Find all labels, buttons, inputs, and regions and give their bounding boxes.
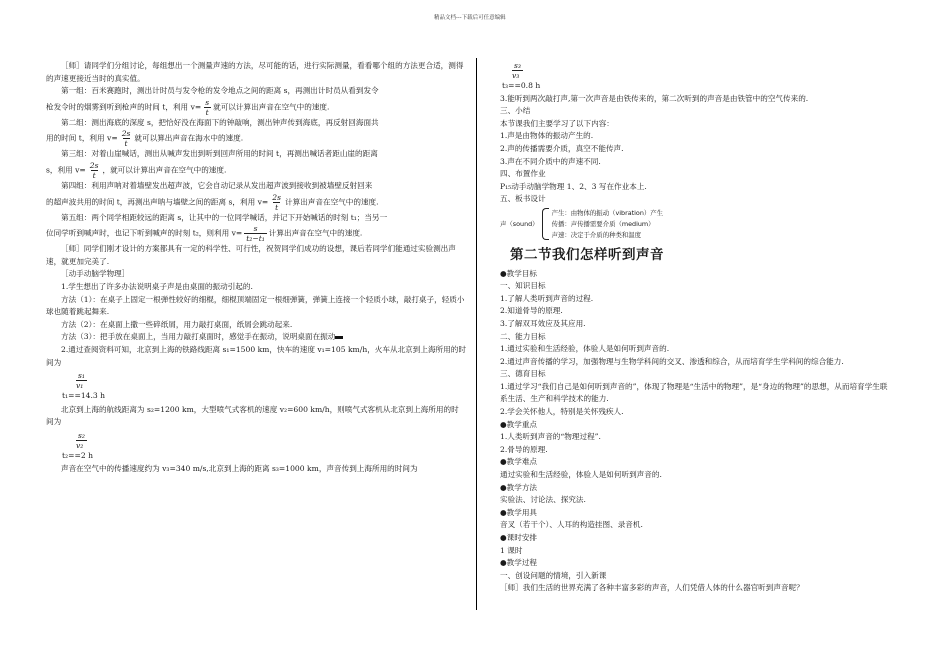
group1-line2: 枪发令时的烟雾到听到枪声的时间 t，利用 v= $\frac{s}{t}$ 就可以计算出声音在空气中的速度. — [46, 97, 330, 117]
group5-line2: 位同学听到喊声时，也记下听到喊声的时刻 t₂，则利用 v= $\frac{s}{\text{t₂−t₁}}$ 计算出声音在空气中的速度. — [46, 224, 363, 244]
activity-item-2: 2.通过查阅资料可知，北京到上海的铁路线距离 s₁=1500 km，快车的速度 v₁=105 km/h，火车从北京到上海所用的时间为 — [46, 344, 466, 367]
activity-heading: ［动手动脑学物理］ — [61, 269, 130, 279]
column-divider — [476, 58, 477, 610]
knowledge-item-1: 1.了解人类听到声音的过程. — [500, 293, 594, 303]
group4-line2: 的超声波共用的时间 t，再测出声呐与墙壁之间的距离 s，利用 v= $\frac{2s}{t}$ 计算出声音在空气中的速度. — [46, 192, 379, 212]
method-1: 方法（1）：在桌子上固定一根弹性较好的细棍，细棍顶端固定一根细弹簧，弹簧上连接一个轻质小球，敲打桌子，轻质小球也随着跳起舞来. — [46, 294, 465, 317]
fraction-s3-over-v3: $\frac{\text{s₃}}{\text{v₃}}$ — [512, 61, 521, 80]
moral-heading: 三、德育目标 — [500, 369, 546, 379]
moral-item-2: 2.学会关怀他人，特别是关怀残疾人. — [500, 407, 624, 417]
homework-heading: 四、布置作业 — [500, 169, 546, 179]
tools-heading: ●教学用具 — [500, 507, 538, 517]
teacher-praise: ［师］同学们刚才设计的方案都具有一定的科学性、可行性，祝贺同学们成功的设想，课后若同学们能通过实验测出声速，就更加完美了. — [46, 244, 456, 266]
board-row-speed: 声速：决定于介质的种类和温度 — [551, 230, 642, 239]
key-point-2: 2.骨导的原理. — [500, 444, 548, 454]
left-column — [46, 60, 466, 476]
section-title: 第二节我们怎样听到声音 — [510, 246, 664, 263]
group3-line1: 第三组：对着山崖喊话，测出从喊声发出到听到回声所用的时间 t，再测出喊话者距山崖的距离 — [61, 149, 378, 159]
process-teacher-question: ［师］我们生活的世界充满了各种丰富多彩的声音，人们凭借人体的什么器官听到声音呢？ — [500, 583, 804, 593]
knowledge-item-3: 3.了解双耳效应及其应用. — [500, 318, 586, 328]
ability-item-2: 2.通过声音传播的学习，加强物理与生物学科间的交叉、渗透和综合，从而培育学生学科间的综合能力. — [500, 356, 844, 366]
tools-text: 音叉（若干个）、人耳的构造挂图、录音机. — [500, 520, 643, 530]
process-step-1: 一、创设问题的情境，引入新课 — [500, 570, 607, 580]
key-point-1: 1.人类听到声音的“物理过程”. — [500, 432, 601, 442]
fraction-s1-over-v1: $\frac{\text{s₁}}{\text{v₁}}$ — [76, 371, 85, 391]
method-text: 实验法、讨论法、探究法. — [500, 495, 586, 505]
equation-t2: $\frac{\text{s₂}}{\text{v₂}}$ t₂==2 h — [46, 430, 466, 463]
plane-paragraph: 北京到上海的航线距离为 s₂=1200 km，大型喷气式客机的速度 v₂=600 km/h，则喷气式客机从北京到上海所用的时间为 — [46, 404, 459, 427]
method-heading: ●教学方法 — [500, 482, 538, 492]
air-paragraph: 声音在空气中的传播速度约为 v₃=340 m/s,北京到上海的距离 s₃=1000 km，声音传到上海所用的时间为 — [61, 464, 418, 474]
brace-icon — [542, 208, 549, 240]
homework-text: P₁₅动手动脑学物理 1、2、3 写在作业本上. — [500, 181, 647, 191]
group3-line2: s，利用 v= $\frac{2s}{t}$ ，就可以计算出声音在空气中的速度. — [46, 160, 227, 180]
key-points-heading: ●教学重点 — [500, 419, 538, 429]
activity-item-1: 1.学生想出了许多办法说明桌子声是由桌面的振动引起的. — [61, 281, 253, 291]
board-heading: 五、板书设计 — [500, 194, 546, 204]
fraction-s2-over-v2: $\frac{\text{s₂}}{\text{v₂}}$ — [76, 430, 85, 450]
fraction-s-over-t2-t1: $\frac{s}{\text{t₂−t₁}}$ — [246, 224, 265, 244]
page-header: 精品文档---下载后可任意编辑 — [434, 15, 506, 21]
fraction-2s-over-t: $\frac{2s}{t}$ — [272, 192, 282, 212]
group5-line1: 第五组：两个同学相距较远的距离 s，让其中的一位同学喊话，并记下开始喊话的时刻 t₁；当另一 — [61, 212, 388, 222]
group4-line1: 第四组：利用声呐对着墙壁发出超声波，它会自动记录从发出超声波到接收到被墙壁反射回来 — [61, 180, 373, 190]
fraction-s-over-t: $\frac{s}{t}$ — [205, 97, 210, 117]
group2-line2: 用的时间 t，利用 v= $\frac{2s}{t}$ 就可以算出声音在海水中的速度. — [46, 129, 244, 149]
summary-intro: 本节课我们主要学习了以下内容： — [500, 118, 614, 128]
activity-item-3: 3.能听到两次敲打声,第一次声音是由铁传来的，第二次听到的声音是由铁管中的空气传来的. — [500, 93, 809, 103]
goal-heading: ●教学目标 — [500, 268, 538, 278]
summary-item-3: 3.声在不同介质中的声速不同. — [500, 156, 601, 166]
ability-item-1: 1.通过实验和生活经验，体验人是如何听到声音的. — [500, 344, 670, 354]
difficulty-heading: ●教学难点 — [500, 457, 538, 467]
board-design — [500, 208, 890, 241]
moral-item-1: 1.通过学习“我们自己是如何听到声音的”，体现了物理是“生活中的物理”，是“身边的物理”的思想，从而培育学生联系生活、生产和科学技术的能力. — [500, 381, 888, 404]
schedule-heading: ●课时安排 — [500, 533, 538, 542]
group1-line1: 第一组：百米赛跑时，测出计时员与发令枪的发令地点之间的距离 s，再测出计时员从看到发令 — [61, 86, 379, 96]
board-row-production: 产生：由物体的振动（vibration）产生 — [551, 208, 664, 217]
ink-mark — [335, 336, 343, 339]
knowledge-heading: 一、知识目标 — [500, 281, 546, 291]
equation-t1: $\frac{\text{s₁}}{\text{v₁}}$ t₁==14.3 h — [46, 370, 466, 403]
fraction-2s-over-t: $\frac{2s}{t}$ — [121, 129, 131, 149]
knowledge-item-2: 2.知道骨导的原理. — [500, 306, 563, 316]
fraction-2s-over-t: $\frac{2s}{t}$ — [89, 160, 99, 180]
summary-heading: 三、小结 — [500, 106, 531, 116]
schedule-text: 1 课时 — [500, 545, 523, 555]
equation-t3: $\frac{\text{s₃}}{\text{v₃}}$ t₃==0.8 h — [502, 61, 541, 90]
summary-item-2: 2.声的传播需要介质，真空不能传声. — [500, 143, 624, 153]
difficulty-text: 通过实验和生活经验，体验人是如何听到声音的. — [500, 470, 662, 480]
group2-line1: 第二组：测出海底的深度 s，把恰好没在海面下的钟敲响，测出钟声传到海底，再反射回海面共 — [61, 117, 379, 127]
intro-paragraph: ［师］请同学们分组讨论，每组想出一个测量声速的方法，尽可能的话，进行实际测量，看看哪个组的方法更合适，测得的声速更接近当时的真实值。 — [46, 61, 464, 83]
summary-item-1: 1.声是由物体的振动产生的. — [500, 131, 594, 141]
method-2: 方法（2）：在桌面上撒一些碎纸屑，用力敲打桌面，纸屑会跳动起来. — [61, 319, 293, 329]
process-heading: ●教学过程 — [500, 558, 538, 568]
ability-heading: 二、能力目标 — [500, 331, 546, 341]
right-column — [500, 60, 890, 595]
method-3: 方法（3）：把手放在桌面上，当用力敲打桌面时，感觉手在振动，说明桌面在振动 — [46, 331, 466, 344]
board-row-propagation: 传播：声传播需要介质（medium） — [551, 219, 655, 228]
board-root: 声（sound） — [500, 220, 539, 229]
